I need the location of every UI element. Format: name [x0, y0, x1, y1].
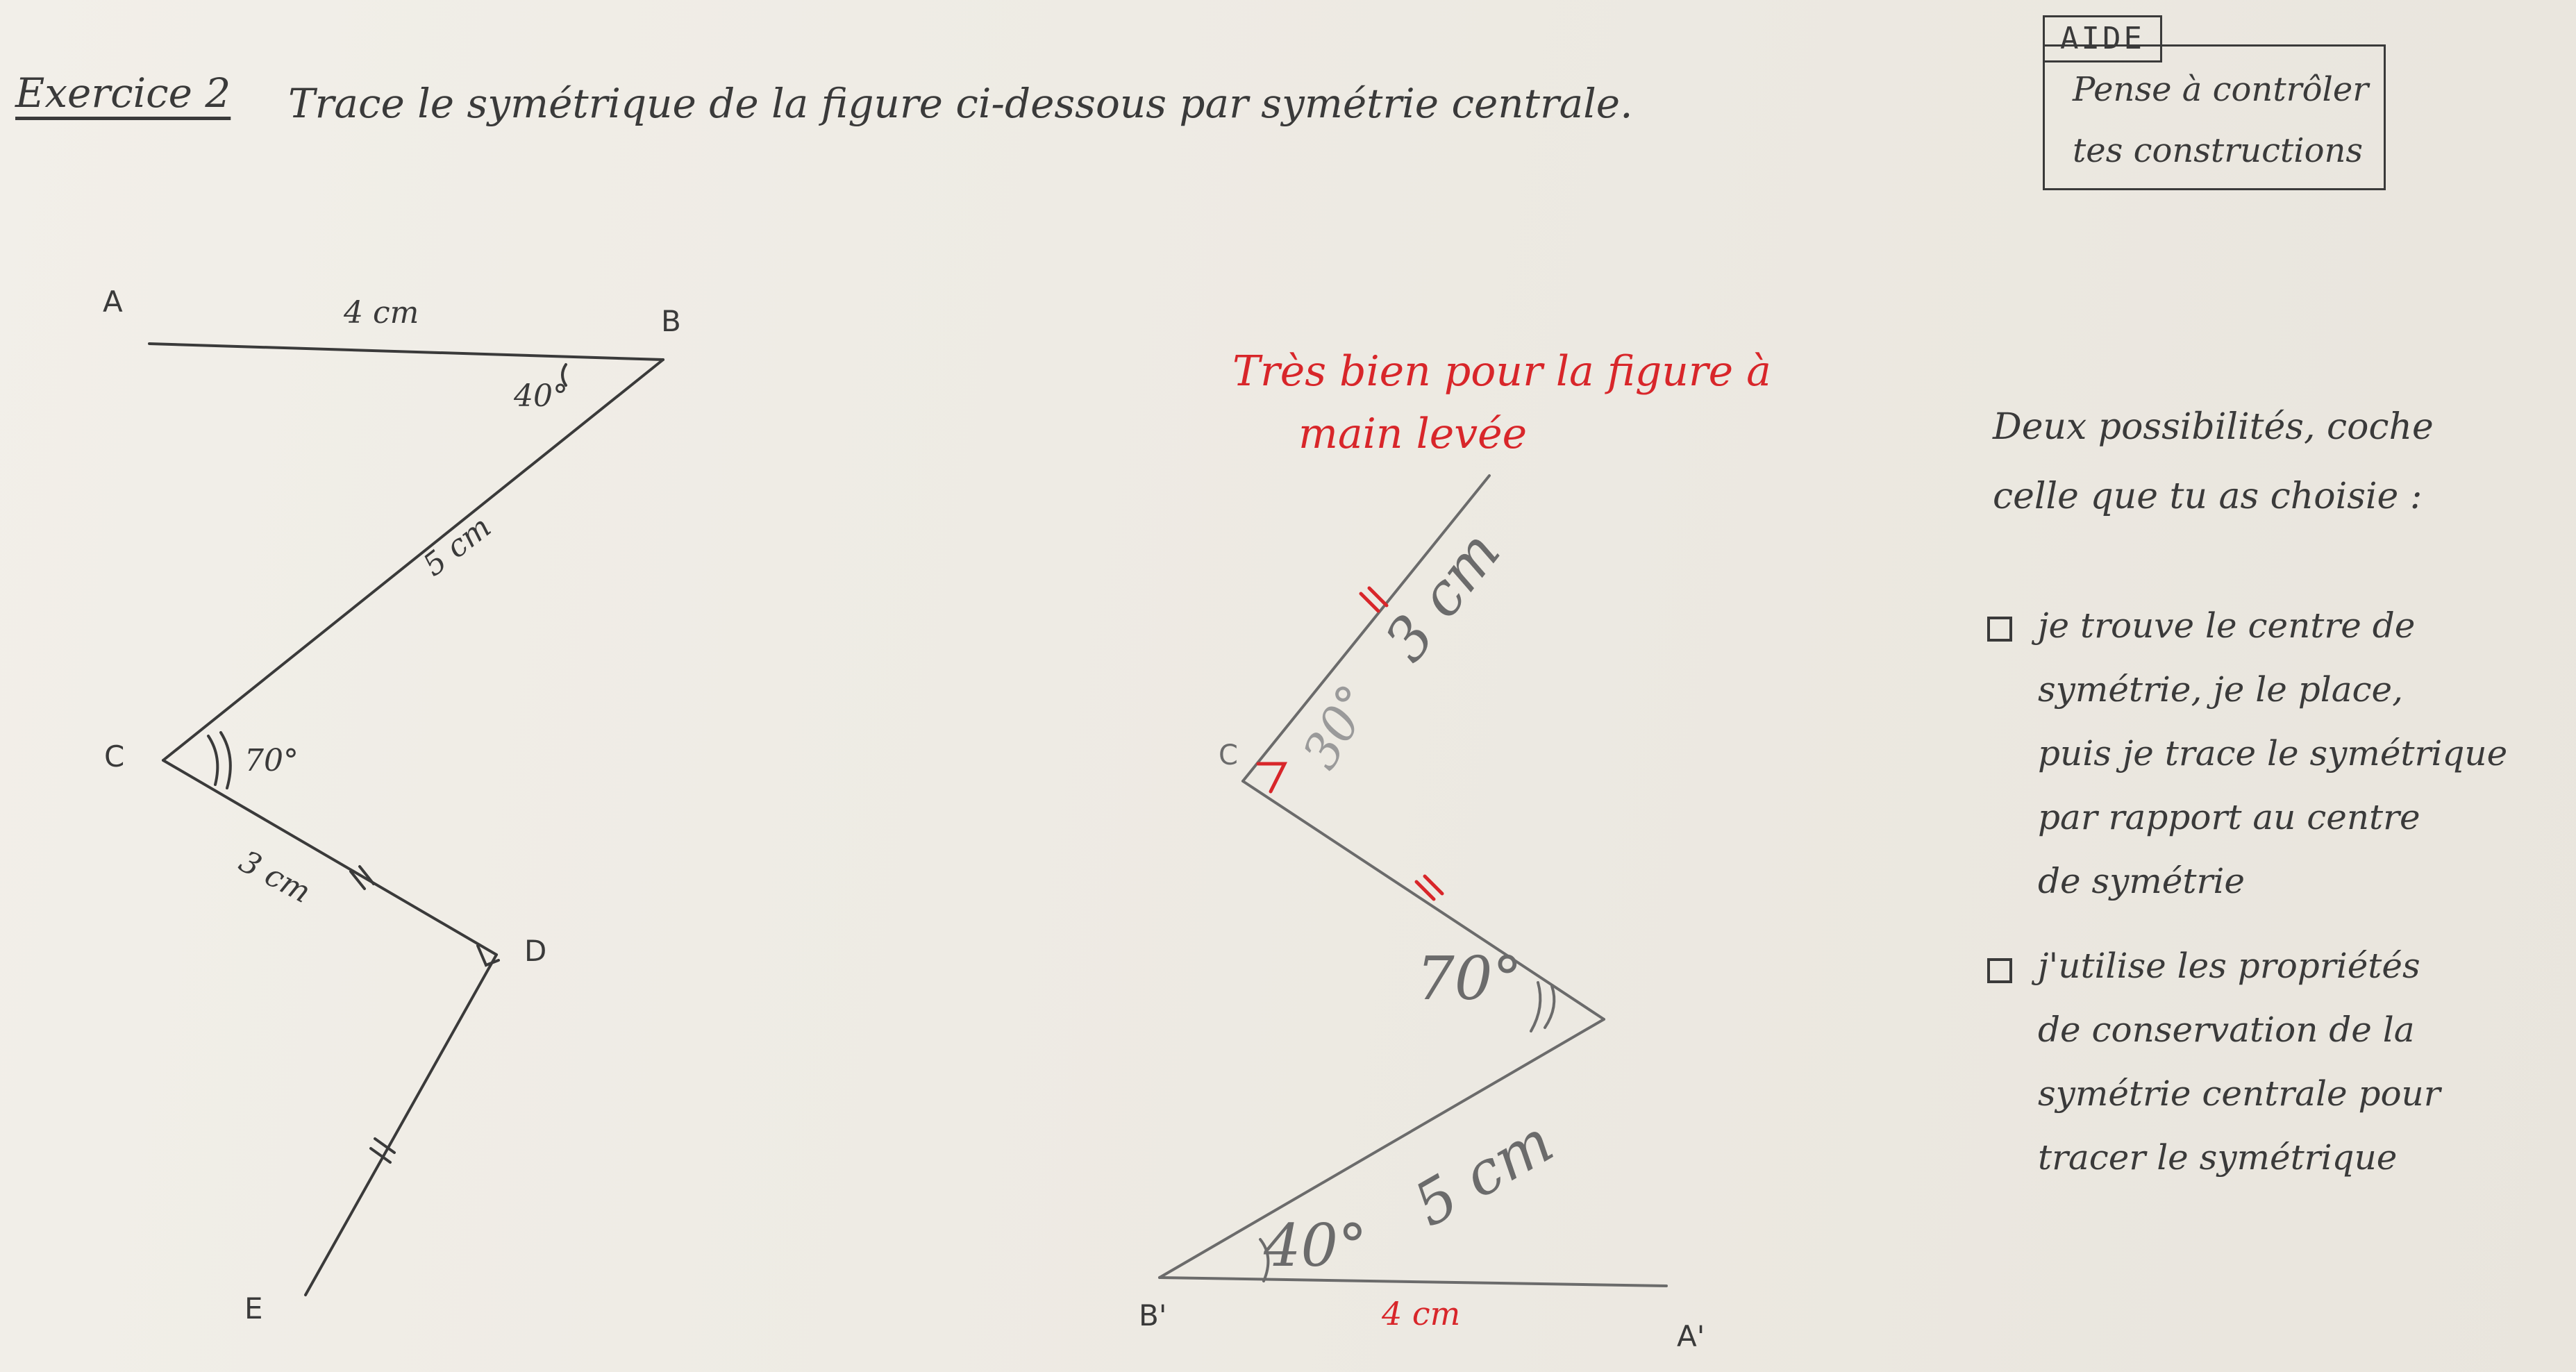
option1-checkbox[interactable] — [1987, 617, 2012, 642]
segment-bprime-aprime — [1160, 1278, 1666, 1286]
segment-bc — [163, 360, 663, 760]
red-right-angle-mark — [1258, 764, 1285, 792]
choices-title: Deux possibilités, coche celle que tu as choisie : — [1993, 406, 2434, 517]
student-angle-c-arc-2 — [1531, 982, 1540, 1031]
point-c-label: C — [104, 739, 125, 773]
exercise-label: Exercice 2 — [15, 69, 231, 117]
angle-c-arc-1 — [208, 736, 217, 785]
option2-text: j'utilise les propriétés de conservation de la symétrie centrale pour tracer le symétrique — [2038, 946, 2441, 1178]
original-figure — [149, 344, 663, 1295]
aide-text: Pense à contrôler tes constructions — [2073, 70, 2369, 170]
angle-c-label: 70° — [244, 743, 299, 778]
option2-checkbox[interactable] — [1987, 958, 2012, 983]
point-bprime-label: B' — [1139, 1298, 1167, 1332]
student-measure-cd-label: 3 cm — [1371, 519, 1514, 674]
student-angle-x-label: 30° — [1291, 675, 1385, 778]
angle-c-arc-2 — [221, 733, 231, 788]
segment-ab — [149, 344, 663, 360]
student-measure-ab-label: 4 cm — [1382, 1295, 1461, 1332]
point-a-label: A — [103, 285, 123, 319]
option1-text: je trouve le centre de symétrie, je le place, puis je trace le symétrique par rapport au centre de symétrie — [2038, 605, 2508, 901]
measure-cd-label: 3 cm — [233, 844, 317, 910]
point-b-label: B — [661, 304, 681, 338]
point-d-label: D — [524, 934, 547, 968]
student-angle-b-label: 40° — [1264, 1212, 1367, 1280]
student-point-c-label: C — [1219, 739, 1238, 771]
point-aprime-label: A' — [1677, 1319, 1705, 1353]
teacher-comment-line1: Très bien pour la figure à — [1232, 347, 1771, 396]
exercise-instruction: Trace le symétrique de la figure ci-dessous par symétrie centrale. — [288, 80, 1633, 127]
measure-bc-label: 5 cm — [417, 509, 498, 584]
segment-cd — [163, 760, 496, 955]
student-angle-c-label: 70° — [1416, 944, 1523, 1014]
student-angle-c-arc-1 — [1545, 986, 1554, 1028]
aide-tag: AIDE — [2043, 15, 2162, 62]
measure-ab-label: 4 cm — [344, 295, 419, 331]
student-measure-bc-label: 5 cm — [1403, 1107, 1565, 1241]
angle-b-label: 40° — [514, 378, 568, 414]
point-e-label: E — [244, 1291, 263, 1325]
teacher-comment-line2: main levée — [1298, 410, 1528, 458]
segment-de — [306, 955, 496, 1295]
